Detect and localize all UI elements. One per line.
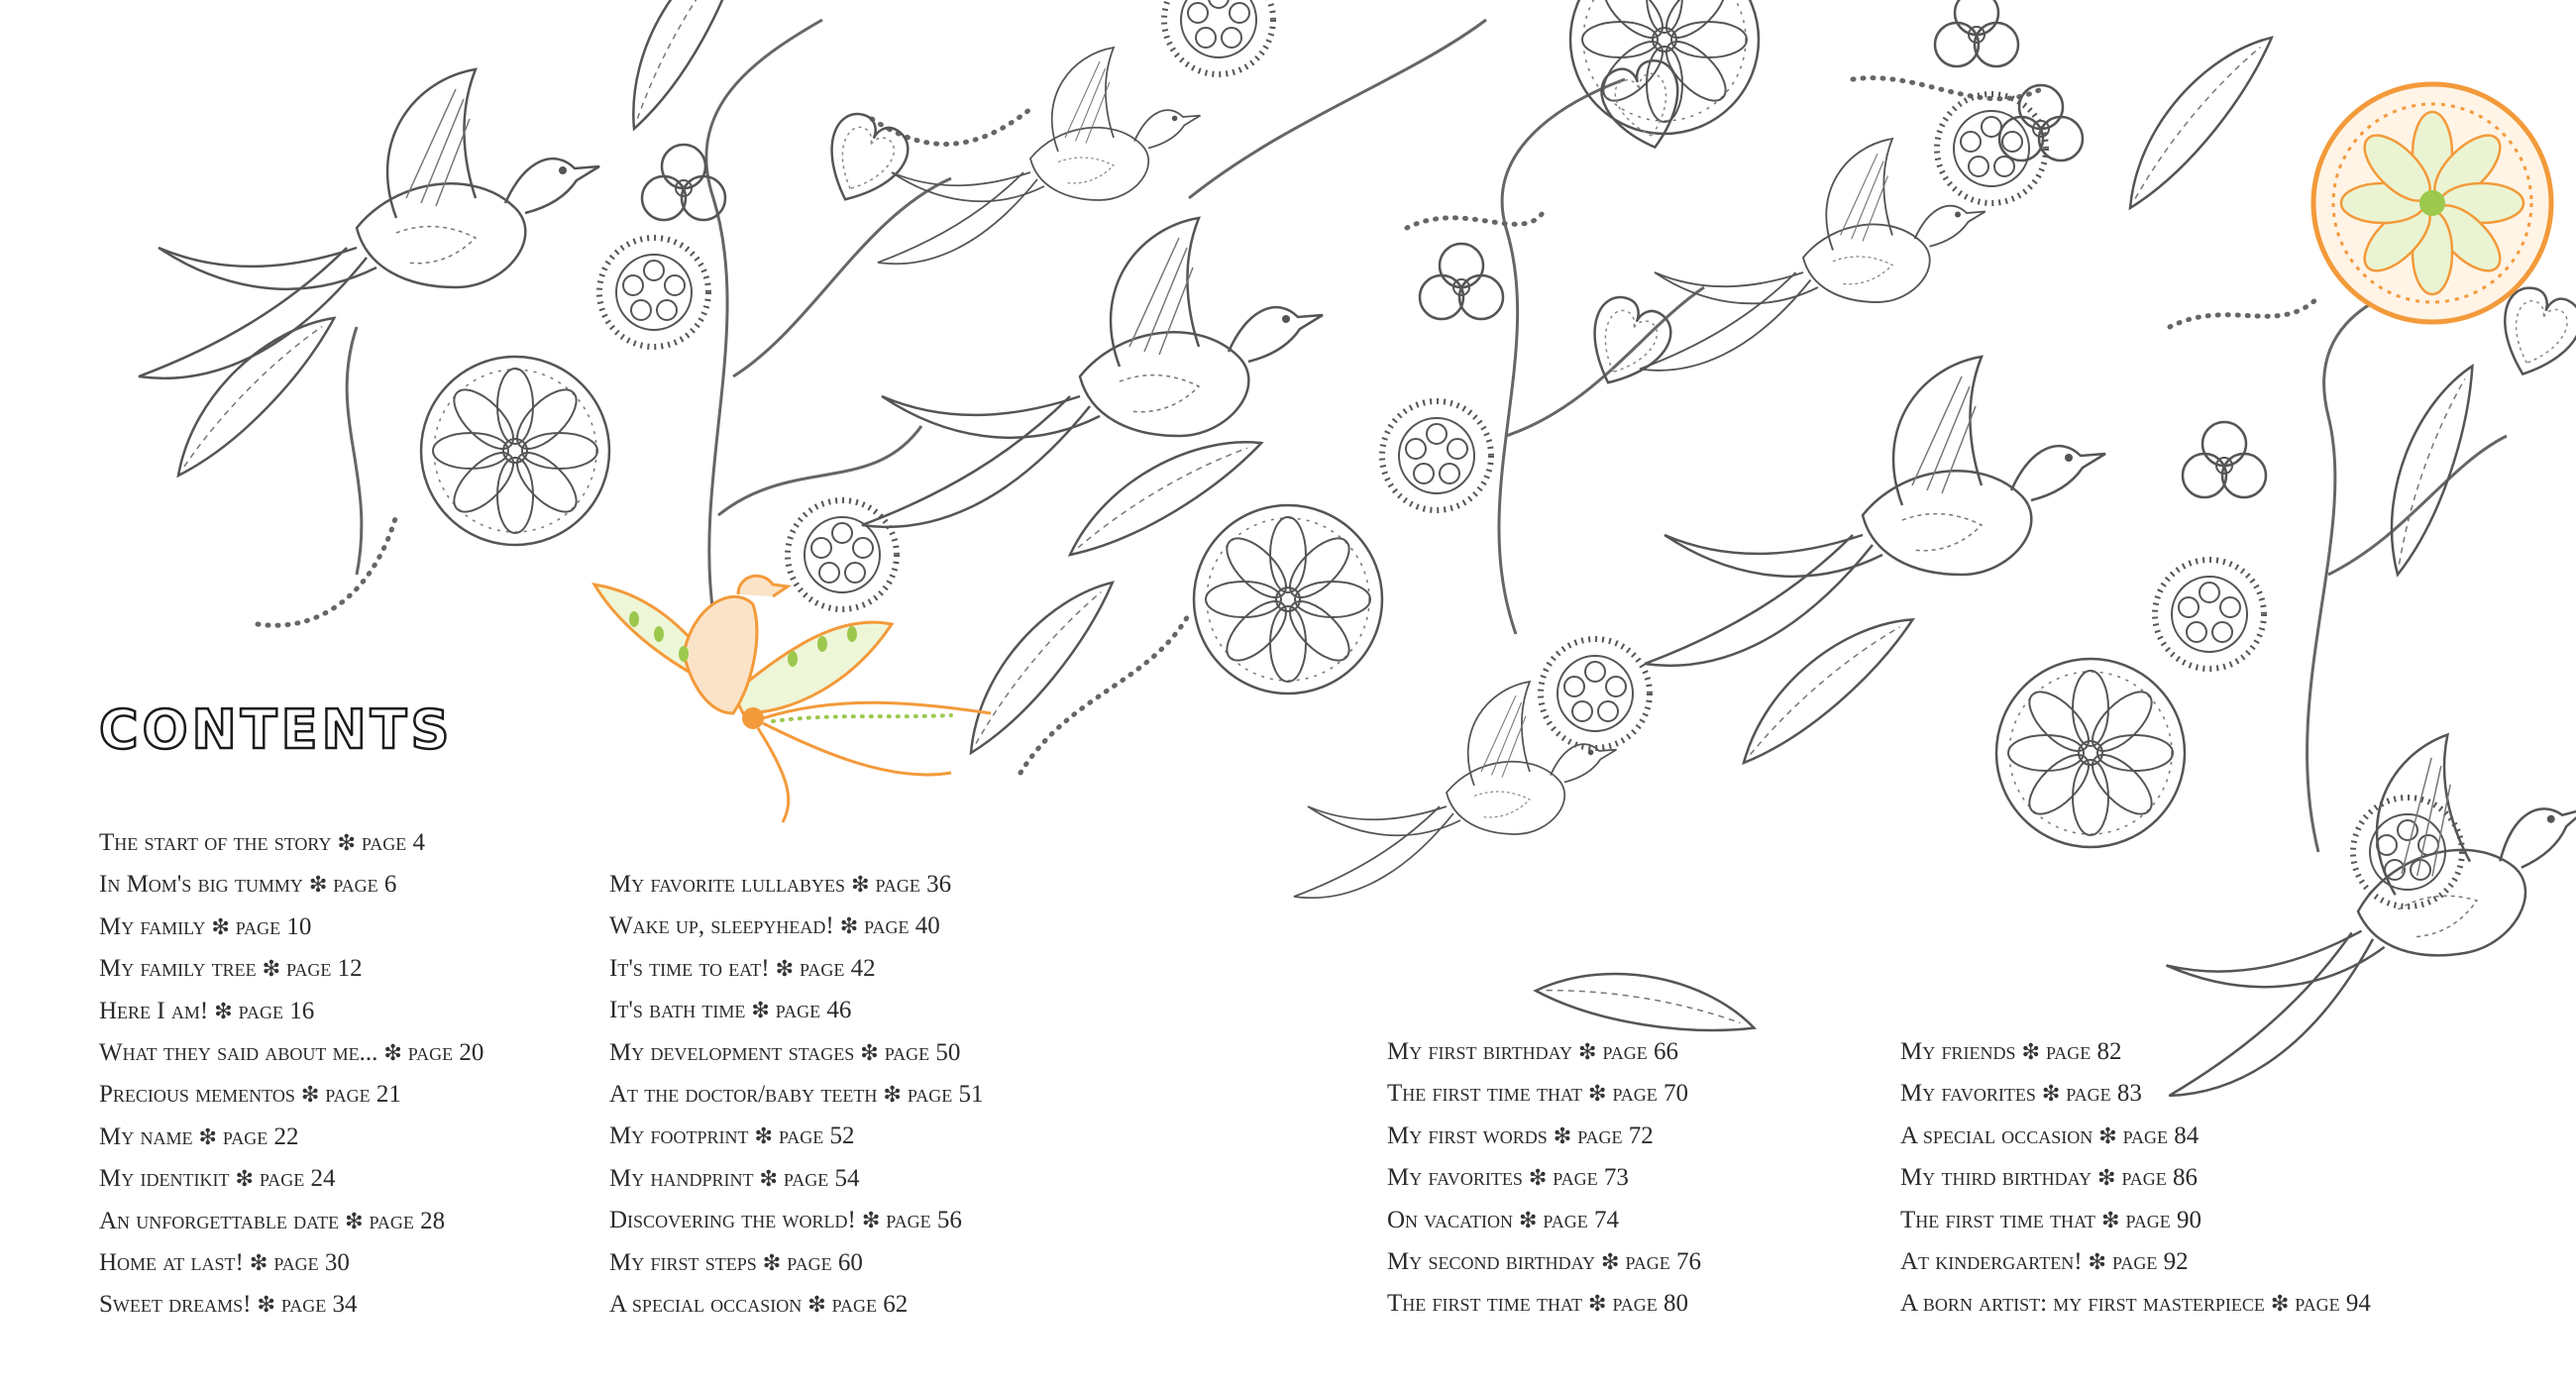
toc-entry-page: page 4 bbox=[361, 829, 425, 856]
toc-entry-page: page 80 bbox=[1612, 1290, 1689, 1318]
toc-entry[interactable] bbox=[99, 1074, 483, 1116]
contents-column-4 bbox=[1900, 1031, 2371, 1326]
toc-entry-label: My favorites bbox=[1387, 1164, 1523, 1192]
toc-entry-page: page 92 bbox=[2111, 1248, 2189, 1276]
separator-icon: ❇ bbox=[754, 1123, 773, 1149]
separator-icon: ❇ bbox=[1588, 1291, 1607, 1317]
toc-entry-label: My name bbox=[99, 1122, 193, 1150]
contents-column-2 bbox=[609, 864, 983, 1326]
toc-entry-label: My footprint bbox=[609, 1122, 749, 1150]
toc-entry-page: page 36 bbox=[875, 871, 952, 898]
separator-icon: ❇ bbox=[839, 913, 859, 939]
toc-entry[interactable] bbox=[1900, 1157, 2371, 1199]
toc-entry-label: My family bbox=[99, 912, 206, 940]
toc-entry[interactable] bbox=[1387, 1073, 1701, 1115]
toc-entry[interactable] bbox=[99, 1158, 483, 1200]
toc-entry[interactable] bbox=[609, 1116, 983, 1157]
separator-icon: ❇ bbox=[751, 998, 770, 1023]
toc-entry-label: My favorites bbox=[1900, 1080, 2036, 1108]
toc-entry-label: Home at last! bbox=[99, 1249, 244, 1277]
toc-entry-page: page 74 bbox=[1543, 1206, 1620, 1233]
toc-entry-label: Sweet dreams! bbox=[99, 1291, 252, 1319]
toc-entry-page: page 24 bbox=[259, 1165, 336, 1193]
toc-entry-page: page 10 bbox=[235, 912, 312, 940]
separator-icon: ❇ bbox=[851, 872, 870, 897]
toc-entry-page: page 94 bbox=[2295, 1290, 2371, 1318]
toc-entry-page: page 84 bbox=[2122, 1121, 2200, 1149]
toc-entry[interactable] bbox=[609, 1200, 983, 1241]
toc-entry[interactable] bbox=[1387, 1157, 1701, 1199]
toc-entry[interactable] bbox=[1387, 1283, 1701, 1325]
toc-entry-page: page 46 bbox=[775, 997, 852, 1024]
toc-entry-label: The first time that bbox=[1900, 1206, 2096, 1233]
toc-entry-label: My identikit bbox=[99, 1165, 230, 1193]
separator-icon: ❇ bbox=[235, 1166, 254, 1192]
toc-entry-label: My first steps bbox=[609, 1248, 757, 1276]
toc-entry-label: A special occasion bbox=[1900, 1121, 2093, 1149]
toc-entry-page: page 21 bbox=[325, 1081, 401, 1109]
separator-icon: ❇ bbox=[1518, 1207, 1538, 1232]
toc-entry-label: My handprint bbox=[609, 1164, 754, 1192]
toc-entry-label: Here I am! bbox=[99, 997, 209, 1024]
toc-entry[interactable] bbox=[609, 906, 983, 947]
separator-icon: ❇ bbox=[262, 956, 281, 982]
toc-entry-page: page 50 bbox=[884, 1038, 961, 1066]
toc-entry[interactable] bbox=[99, 864, 483, 906]
toc-entry-label: At kindergarten! bbox=[1900, 1248, 2083, 1276]
toc-entry-label: My second birthday bbox=[1387, 1248, 1596, 1276]
toc-entry[interactable] bbox=[1387, 1031, 1701, 1073]
toc-entry-label: On vacation bbox=[1387, 1206, 1513, 1233]
separator-icon: ❇ bbox=[775, 955, 795, 981]
toc-entry[interactable] bbox=[99, 1201, 483, 1242]
toc-entry-page: page 60 bbox=[787, 1248, 863, 1276]
toc-entry-page: page 83 bbox=[2066, 1080, 2142, 1108]
toc-entry-page: page 56 bbox=[886, 1207, 962, 1234]
separator-icon: ❇ bbox=[2098, 1122, 2117, 1148]
toc-entry[interactable] bbox=[99, 1032, 483, 1074]
separator-icon: ❇ bbox=[2270, 1291, 2290, 1317]
toc-entry[interactable] bbox=[99, 991, 483, 1032]
toc-entry-label: A born artist: my first masterpiece bbox=[1900, 1290, 2265, 1318]
toc-entry-label: My third birthday bbox=[1900, 1164, 2092, 1192]
toc-entry[interactable] bbox=[1387, 1116, 1701, 1157]
separator-icon: ❇ bbox=[308, 872, 328, 898]
toc-entry[interactable] bbox=[609, 948, 983, 990]
toc-entry[interactable] bbox=[1900, 1073, 2371, 1115]
toc-entry[interactable] bbox=[609, 990, 983, 1031]
separator-icon: ❇ bbox=[1601, 1249, 1620, 1275]
separator-icon: ❇ bbox=[211, 913, 230, 939]
toc-entry[interactable] bbox=[1387, 1241, 1701, 1283]
toc-entry-page: page 90 bbox=[2125, 1206, 2202, 1233]
toc-entry-page: page 12 bbox=[286, 955, 363, 983]
separator-icon: ❇ bbox=[383, 1040, 402, 1066]
toc-entry-page: page 22 bbox=[222, 1122, 299, 1150]
toc-entry-page: page 70 bbox=[1612, 1080, 1689, 1108]
toc-entry[interactable] bbox=[99, 1284, 483, 1326]
toc-entry-label: My first birthday bbox=[1387, 1038, 1573, 1065]
separator-icon: ❇ bbox=[2021, 1039, 2040, 1064]
toc-entry[interactable] bbox=[1900, 1283, 2371, 1325]
toc-entry-page: page 20 bbox=[407, 1039, 484, 1067]
separator-icon: ❇ bbox=[1578, 1039, 1597, 1064]
toc-entry[interactable] bbox=[609, 1242, 983, 1284]
toc-entry[interactable] bbox=[1900, 1031, 2371, 1073]
separator-icon: ❇ bbox=[759, 1165, 778, 1191]
toc-entry-label: Precious mementos bbox=[99, 1081, 295, 1109]
separator-icon: ❇ bbox=[1553, 1122, 1572, 1148]
toc-entry-label: It's bath time bbox=[609, 997, 746, 1024]
toc-entry-page: page 16 bbox=[238, 997, 315, 1024]
toc-entry[interactable] bbox=[99, 948, 483, 990]
toc-entry[interactable] bbox=[609, 1158, 983, 1200]
toc-entry-label: It's time to eat! bbox=[609, 954, 770, 982]
separator-icon: ❇ bbox=[1528, 1165, 1548, 1191]
separator-icon: ❇ bbox=[2088, 1249, 2106, 1275]
toc-entry-label: My favorite lullabyes bbox=[609, 871, 846, 898]
toc-entry-label: A special occasion bbox=[609, 1291, 803, 1319]
separator-icon: ❇ bbox=[198, 1123, 217, 1149]
toc-entry[interactable] bbox=[99, 822, 483, 864]
toc-entry[interactable] bbox=[1900, 1116, 2371, 1157]
toc-entry-page: page 6 bbox=[333, 871, 397, 899]
toc-entry[interactable] bbox=[99, 907, 483, 948]
separator-icon: ❇ bbox=[860, 1039, 879, 1065]
toc-entry-page: page 34 bbox=[280, 1291, 358, 1319]
toc-entry-page: page 82 bbox=[2045, 1038, 2122, 1065]
toc-entry-page: page 54 bbox=[783, 1164, 860, 1192]
toc-entry-page: page 40 bbox=[864, 912, 940, 940]
toc-entry-label: In Mom's big tummy bbox=[99, 871, 303, 899]
toc-entry-page: page 86 bbox=[2121, 1164, 2199, 1192]
toc-entry-label: Discovering the world! bbox=[609, 1207, 856, 1234]
toc-entry[interactable] bbox=[1900, 1200, 2371, 1241]
toc-entry[interactable] bbox=[609, 1074, 983, 1116]
toc-entry-page: page 76 bbox=[1625, 1248, 1702, 1276]
toc-entry-page: page 73 bbox=[1553, 1164, 1629, 1192]
toc-entry-label: At the doctor/baby teeth bbox=[609, 1081, 878, 1109]
toc-entry-label: My family tree bbox=[99, 955, 257, 983]
separator-icon: ❇ bbox=[249, 1250, 268, 1276]
toc-entry-label: My development stages bbox=[609, 1038, 855, 1066]
separator-icon: ❇ bbox=[762, 1249, 782, 1275]
toc-entry-label: An unforgettable date bbox=[99, 1207, 340, 1234]
toc-entry[interactable] bbox=[99, 1242, 483, 1284]
separator-icon: ❇ bbox=[2041, 1081, 2061, 1107]
toc-entry-label: The first time that bbox=[1387, 1290, 1583, 1318]
separator-icon: ❇ bbox=[337, 830, 356, 855]
toc-entry-label: My friends bbox=[1900, 1038, 2016, 1065]
toc-entry-page: page 30 bbox=[273, 1249, 350, 1277]
toc-entry-page: page 52 bbox=[778, 1122, 855, 1150]
toc-entry-label: My first words bbox=[1387, 1121, 1548, 1149]
toc-entry-page: page 51 bbox=[907, 1081, 984, 1109]
toc-entry-label: What they said about me... bbox=[99, 1039, 378, 1067]
toc-entry[interactable] bbox=[609, 864, 983, 906]
toc-entry[interactable] bbox=[99, 1117, 483, 1158]
toc-entry[interactable] bbox=[1387, 1200, 1701, 1241]
toc-entry-page: page 42 bbox=[800, 954, 876, 982]
separator-icon: ❇ bbox=[1588, 1081, 1607, 1107]
separator-icon: ❇ bbox=[2101, 1207, 2120, 1232]
contents-title: CONTENTS bbox=[99, 698, 454, 761]
toc-entry-label: Wake up, sleepyhead! bbox=[609, 912, 834, 940]
toc-entry[interactable] bbox=[1900, 1241, 2371, 1283]
separator-icon: ❇ bbox=[300, 1082, 320, 1108]
toc-entry-page: page 62 bbox=[831, 1291, 909, 1319]
contents-column-3 bbox=[1387, 1031, 1701, 1326]
toc-entry-page: page 72 bbox=[1577, 1121, 1654, 1149]
contents-column-1 bbox=[99, 822, 483, 1327]
separator-icon: ❇ bbox=[214, 998, 233, 1023]
separator-icon: ❇ bbox=[883, 1082, 902, 1108]
separator-icon: ❇ bbox=[861, 1208, 881, 1233]
toc-entry-page: page 28 bbox=[369, 1207, 446, 1234]
separator-icon: ❇ bbox=[345, 1208, 364, 1233]
separator-icon: ❇ bbox=[807, 1292, 826, 1318]
toc-entry-label: The first time that bbox=[1387, 1080, 1583, 1108]
separator-icon: ❇ bbox=[2097, 1165, 2116, 1191]
toc-entry-page: page 66 bbox=[1602, 1038, 1679, 1065]
separator-icon: ❇ bbox=[257, 1292, 275, 1318]
toc-entry[interactable] bbox=[609, 1032, 983, 1074]
toc-entry-label: The start of the story bbox=[99, 829, 332, 856]
toc-entry[interactable] bbox=[609, 1284, 983, 1326]
